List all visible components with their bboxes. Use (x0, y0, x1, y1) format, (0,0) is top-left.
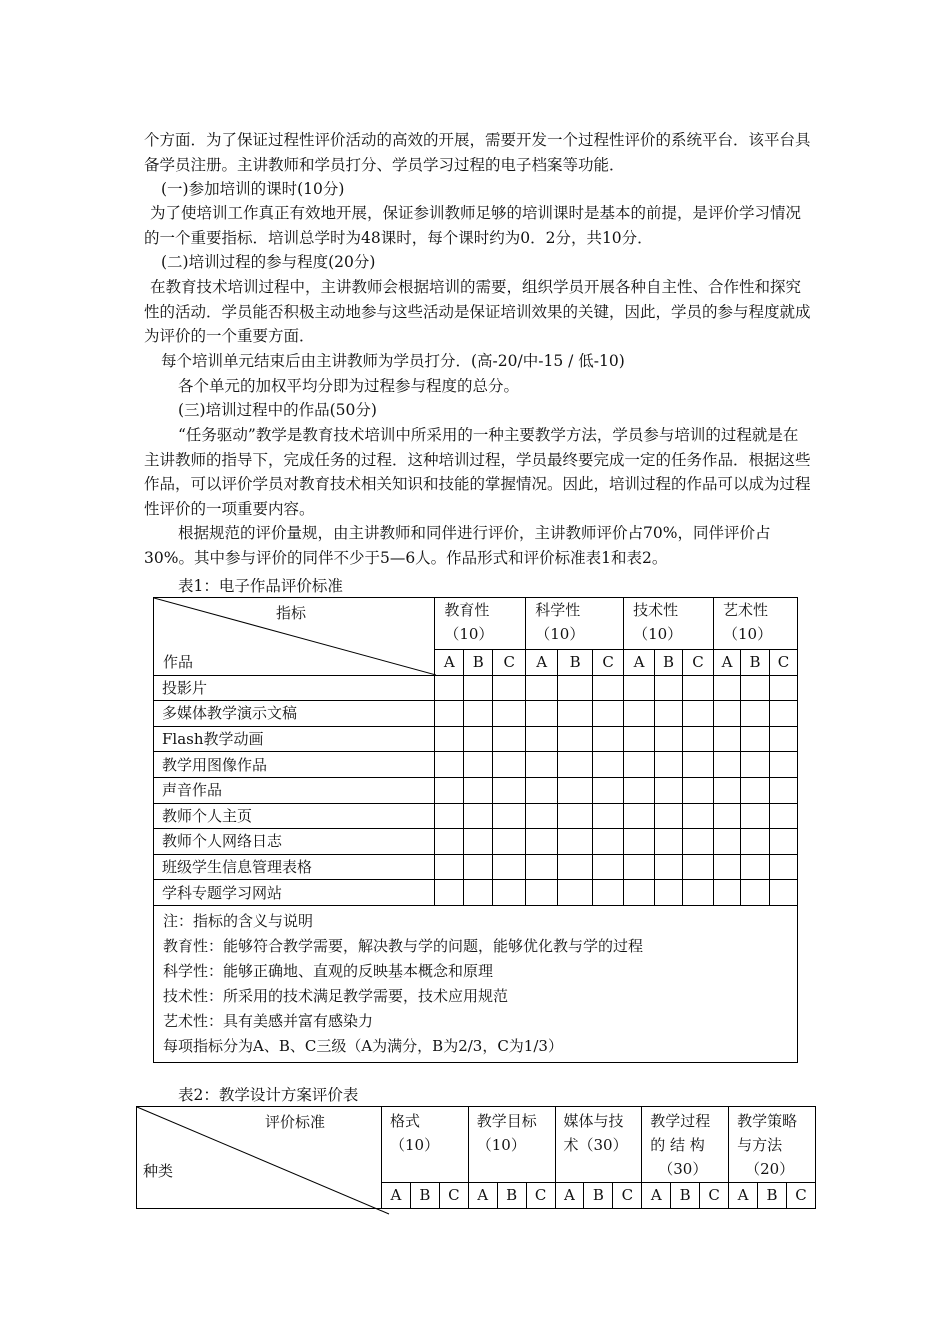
table1-dim-education (435, 598, 526, 650)
table2-dim-format (382, 1107, 469, 1183)
table2-dim-media (555, 1107, 642, 1183)
paragraph-class-hours: 为了使培训工作真正有效地开展，保证参训教师足够的培训课时是基本的前提，是评价学习情况的一个重要指标．培训总学时为48课时，每个课时约为0．2分，共10分． (144, 204, 802, 247)
dim-name: 技术性 (633, 601, 679, 619)
table2-corner-top: 评价标准 (265, 1113, 326, 1131)
grade-cell: A (555, 1183, 584, 1209)
note-line: 教育性：能够符合教学需要，解决教与学的问题，能够优化教与学的过程 (163, 936, 644, 955)
dim-line: 与方法 (737, 1136, 783, 1154)
work-type: 班级学生信息管理表格 (154, 854, 435, 880)
note-line: 技术性：所采用的技术满足教学需要，技术应用规范 (163, 986, 509, 1005)
paragraph-scoring: 每个培训单元结束后由主讲教师为学员打分．(高-20/中-15 / 低-10) (161, 352, 625, 370)
grade-cell: C (769, 650, 797, 676)
grade-cell: C (526, 1183, 555, 1209)
dim-score: （10） (535, 625, 585, 643)
table2-corner-bottom: 种类 (143, 1162, 174, 1180)
grade-cell: B (758, 1183, 787, 1209)
table2-diagonal-line (137, 1107, 389, 1215)
work-type: 教师个人主页 (154, 803, 435, 829)
paragraph-weighted-average: 各个单元的加权平均分即为过程参与程度的总分。 (178, 377, 520, 395)
work-type: 教学用图像作品 (154, 752, 435, 778)
work-type: 投影片 (154, 675, 435, 701)
table-electronic-works (153, 597, 798, 1063)
grade-cell: A (435, 650, 464, 676)
paragraph-rubric: 根据规范的评价量规，由主讲教师和同伴进行评价，主讲教师评价占70%，同伴评价占30%。其中参与评价的同伴不少于5—6人。作品形式和评价标准表1和表2。 (144, 524, 771, 567)
table1-caption: 表1：电子作品评价标准 (178, 577, 343, 595)
section-heading-3: (三)培训过程中的作品(50分) (178, 401, 377, 419)
table-lesson-plan (136, 1106, 816, 1209)
grade-cell: A (468, 1183, 497, 1209)
dim-score: （10） (444, 625, 494, 643)
table-row (154, 829, 798, 855)
grade-cell: C (683, 650, 714, 676)
work-type: 多媒体教学演示文稿 (154, 701, 435, 727)
table-row (154, 854, 798, 880)
table-row (154, 701, 798, 727)
note-line: 艺术性：具有美感并富有感染力 (163, 1011, 374, 1030)
dim-line: 的 结 构 (650, 1136, 705, 1154)
note-line: 科学性：能够正确地、直观的反映基本概念和原理 (163, 961, 494, 980)
dim-name: 教育性 (444, 601, 490, 619)
dim-name: 艺术性 (723, 601, 769, 619)
table1-corner-cell (154, 598, 435, 676)
table1-dim-science (526, 598, 624, 650)
grade-cell: C (593, 650, 624, 676)
dim-line: 教学目标 (476, 1112, 537, 1130)
section-heading-1: (一)参加培训的课时(10分) (161, 180, 345, 198)
table1-body (154, 675, 798, 1062)
paragraph-task-driven: “任务驱动”教学是教育技术培训中所采用的一种主要教学方法，学员参与培训的过程就是在主讲教师的指导下，完成任务的过程．这种培训过程，学员最终要完成一定的任务作品．根据这些作品，可以评价学员对教育技术相关知识和技能的掌握情况。因此，培训过程的作品可以成为过程性评价的一项重要内容。 (144, 426, 811, 518)
table2-dim-objectives (468, 1107, 555, 1183)
table1-dim-technology (624, 598, 714, 650)
grade-cell: C (613, 1183, 642, 1209)
dim-line: 教学过程 (650, 1112, 711, 1130)
grade-cell: A (642, 1183, 671, 1209)
table1-dim-art (714, 598, 798, 650)
grade-cell: B (558, 650, 593, 676)
grade-cell: B (740, 650, 769, 676)
grade-cell: B (497, 1183, 526, 1209)
table1-corner-bottom: 作品 (163, 653, 194, 671)
table2-caption: 表2：教学设计方案评价表 (178, 1086, 359, 1104)
table-row (154, 752, 798, 778)
grade-cell: B (584, 1183, 613, 1209)
grade-cell: A (526, 650, 558, 676)
table2-dim-strategy (729, 1107, 816, 1183)
grade-cell: A (729, 1183, 758, 1209)
note-line: 每项指标分为A、B、C三级（A为满分，B为2/3，C为1/3） (163, 1036, 563, 1055)
dim-name: 科学性 (535, 601, 581, 619)
dim-line: （30） (658, 1160, 708, 1178)
table-row (154, 777, 798, 803)
dim-score: （10） (633, 625, 683, 643)
table1-notes-row (154, 905, 798, 1062)
grade-cell: A (624, 650, 655, 676)
table2-dim-process (642, 1107, 729, 1183)
grade-cell: C (493, 650, 526, 676)
paragraph-intro: 个方面．为了保证过程性评价活动的高效的开展，需要开发一个过程性评价的系统平台．该平台具备学员注册。主讲教师和学员打分、学员学习过程的电子档案等功能． (144, 131, 811, 174)
work-type: 声音作品 (154, 777, 435, 803)
dim-line: 媒体与技 (563, 1112, 624, 1130)
dim-line: 术（30） (563, 1136, 628, 1154)
work-type: 教师个人网络日志 (154, 829, 435, 855)
work-type: 学科专题学习网站 (154, 880, 435, 906)
dim-line: （10） (476, 1136, 526, 1154)
grade-cell: B (671, 1183, 700, 1209)
grade-cell: B (464, 650, 493, 676)
grade-cell: C (786, 1183, 815, 1209)
grade-cell: A (714, 650, 741, 676)
table-row (154, 803, 798, 829)
grade-cell: B (655, 650, 683, 676)
table2-corner-cell (137, 1107, 382, 1209)
note-line: 注：指标的含义与说明 (163, 911, 314, 930)
grade-cell: B (410, 1183, 439, 1209)
table-row (154, 880, 798, 906)
dim-line: （20） (745, 1160, 795, 1178)
work-type: Flash教学动画 (154, 726, 435, 752)
dim-line: 教学策略 (737, 1112, 798, 1130)
section-heading-2: (二)培训过程的参与程度(20分) (161, 253, 376, 271)
dim-line: （10） (390, 1136, 440, 1154)
paragraph-participation: 在教育技术培训过程中，主讲教师会根据培训的需要，组织学员开展各种自主性、合作性和探究性的活动．学员能否积极主动地参与这些活动是保证培训效果的关键，因此，学员的参与程度就成为评价的一个重要方面． (144, 278, 811, 345)
table-row (154, 726, 798, 752)
table1-corner-top: 指标 (276, 604, 307, 622)
grade-cell: A (382, 1183, 411, 1209)
grade-cell: C (439, 1183, 468, 1209)
table1-notes (154, 905, 798, 1062)
dim-line: 格式 (390, 1112, 421, 1130)
table-row (154, 675, 798, 701)
dim-score: （10） (723, 625, 773, 643)
grade-cell: C (700, 1183, 729, 1209)
